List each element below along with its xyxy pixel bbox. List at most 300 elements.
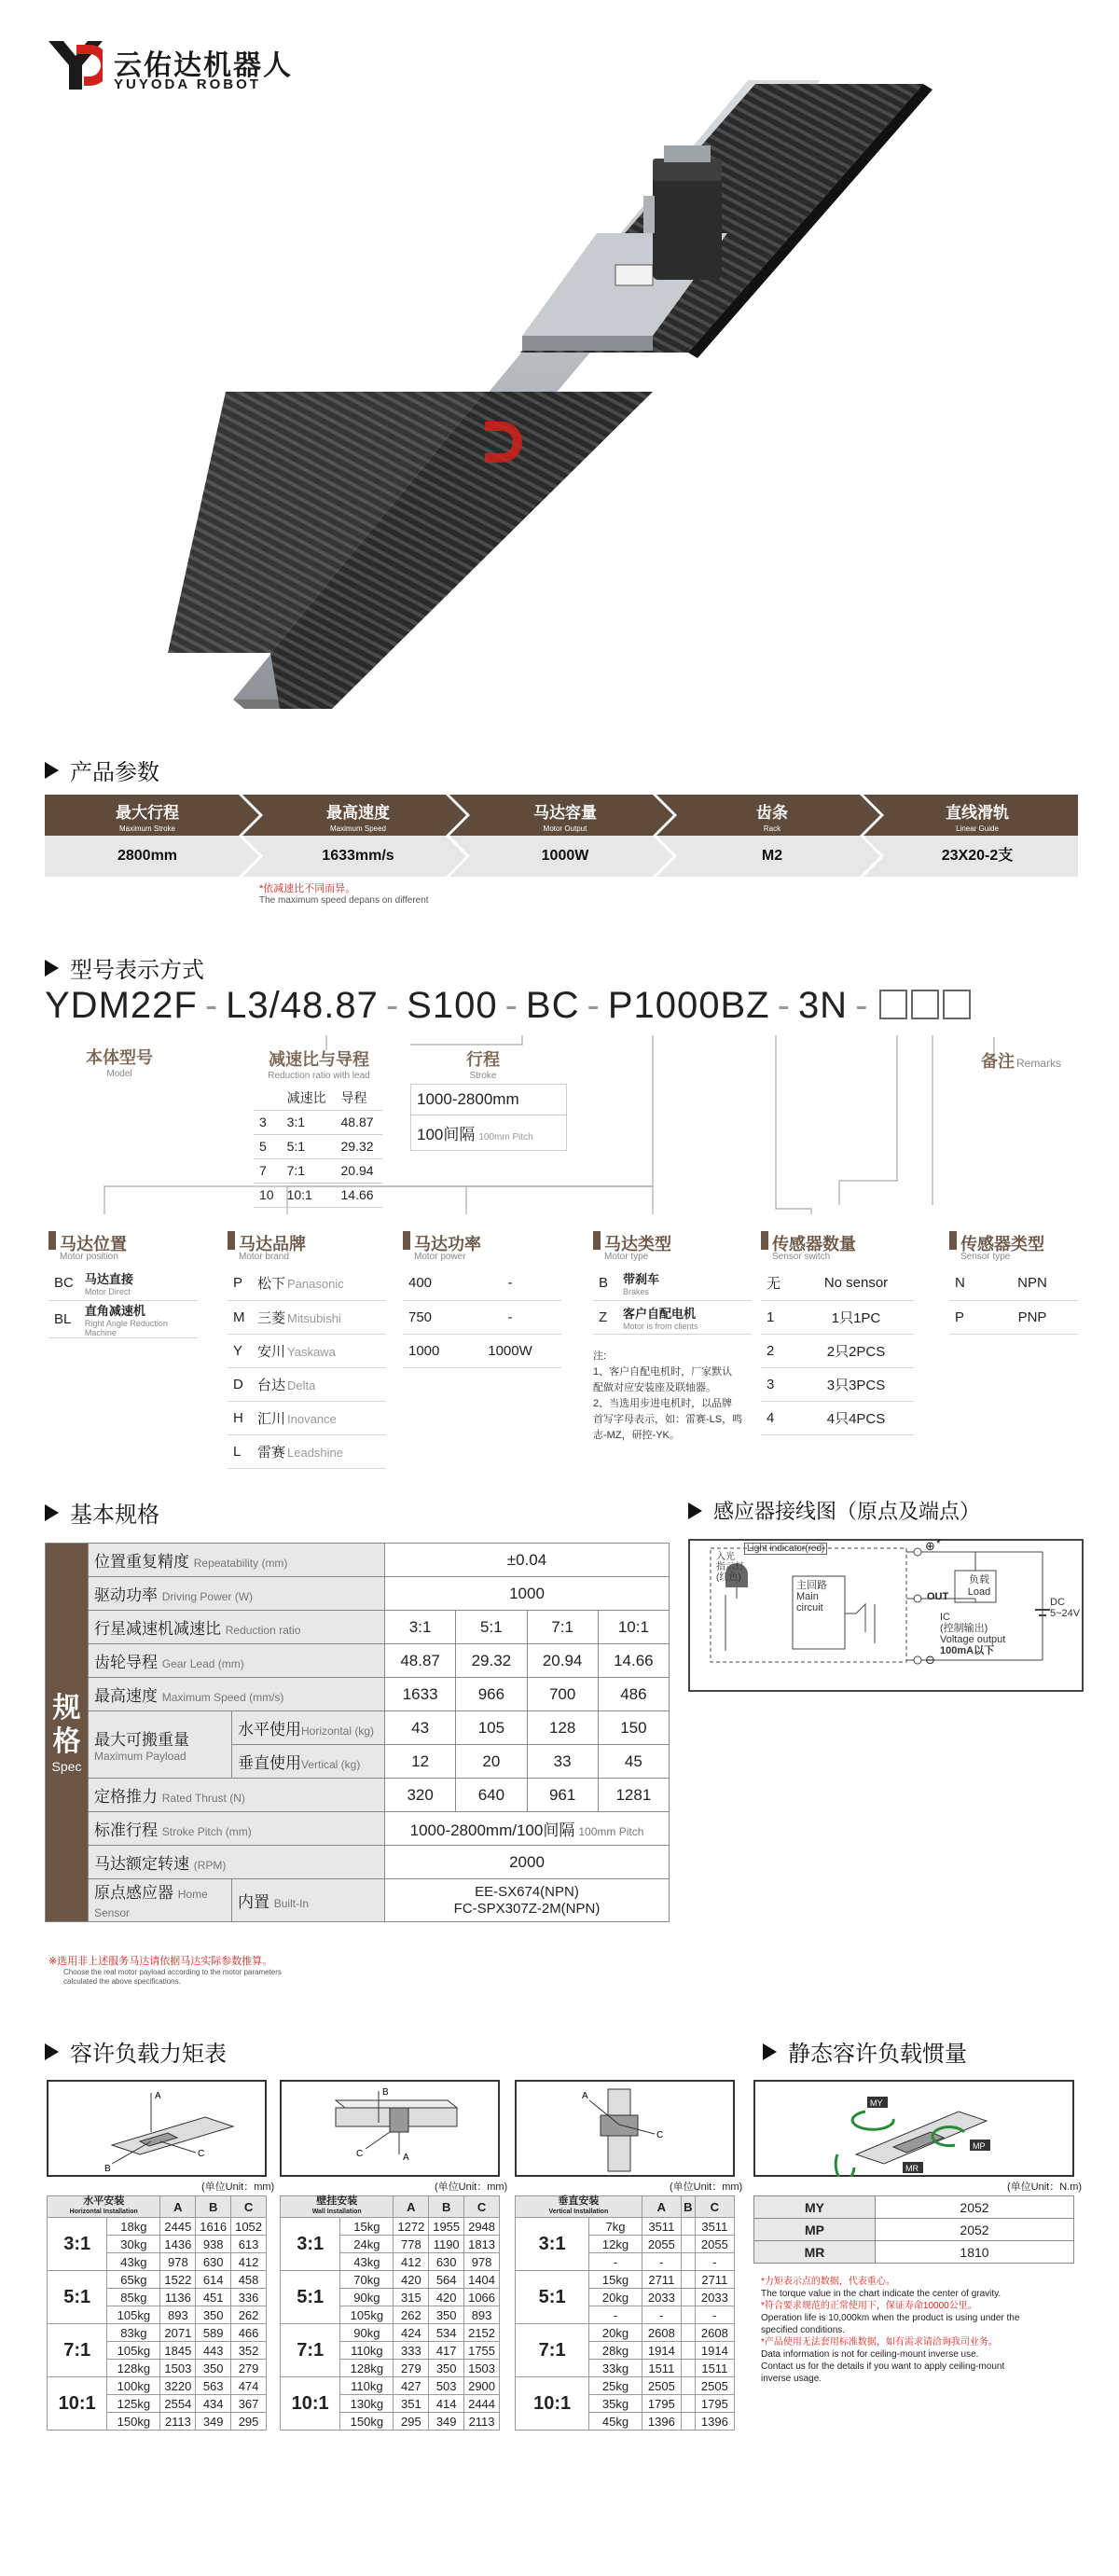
item-cn: 带刹车 — [623, 1272, 660, 1287]
item-en: Delta — [287, 1378, 316, 1392]
list-item — [593, 1300, 752, 1334]
cell: 10:1 — [282, 1183, 336, 1207]
plus-icon: ⊕ — [925, 1539, 935, 1553]
param-label-en: Rack — [763, 824, 781, 833]
cell: 315 — [394, 2289, 429, 2306]
label-stroke — [466, 1046, 500, 1081]
list-item — [228, 1434, 386, 1468]
list-item — [761, 1267, 914, 1300]
item-en: Motor Direct — [84, 1287, 131, 1297]
list-item — [761, 1367, 914, 1401]
wiring-text: 指示灯 — [716, 1562, 744, 1572]
cell: 150kg — [107, 2413, 160, 2431]
wiring-main — [796, 1580, 827, 1613]
cell: FC-SPX307Z-2M(NPN) — [453, 1900, 601, 1917]
ratio-cell: 5:1 — [48, 2271, 107, 2324]
note-line: inverse usage. — [761, 2374, 822, 2384]
cell: 978 — [160, 2253, 196, 2271]
svg-text:C: C — [198, 2149, 205, 2159]
item-code: Y — [228, 1334, 252, 1367]
list-item — [228, 1401, 386, 1434]
cell: 412 — [394, 2253, 429, 2271]
table-row — [754, 2241, 1074, 2264]
cell: 70kg — [340, 2271, 394, 2289]
cell: 1404 — [464, 2271, 500, 2289]
note-line: 注: — [593, 1350, 607, 1362]
cell: 3511 — [695, 2218, 734, 2236]
section-title-model — [45, 951, 204, 984]
cat-sensor-qty-list — [761, 1267, 914, 1435]
ratio-cell: 5:1 — [516, 2271, 589, 2324]
item-cn: 汇川 — [257, 1410, 286, 1427]
param-label: 齿条 — [756, 804, 788, 822]
col-header: 导程 — [336, 1086, 383, 1110]
cell: 29.32 — [456, 1644, 527, 1678]
cell: 48.87 — [385, 1644, 456, 1678]
item-code: 750 — [403, 1300, 459, 1334]
cell: 130kg — [340, 2395, 394, 2413]
col-header: 垂直安装 — [558, 2195, 600, 2207]
table-header — [254, 1086, 382, 1110]
cell: 105 — [456, 1711, 527, 1745]
cell: 33kg — [589, 2360, 642, 2377]
item-code: B — [593, 1267, 617, 1300]
wiring-text: 负载 — [969, 1574, 989, 1586]
list-item — [48, 1300, 198, 1337]
cell: 20 — [456, 1745, 527, 1779]
svg-text:A: A — [582, 2091, 588, 2101]
col-header: B — [429, 2196, 464, 2218]
svg-text:MR: MR — [905, 2164, 919, 2173]
unit-label: (单位Unit：mm) — [435, 2181, 508, 2193]
item-value: 1只1PC — [798, 1300, 914, 1334]
cell: 45kg — [589, 2413, 642, 2431]
cell: 1616 — [196, 2218, 231, 2236]
wiring-text: 主回路 — [796, 1580, 827, 1591]
cell: 10:1 — [598, 1611, 669, 1644]
item-cn: 安川 — [257, 1343, 286, 1360]
item-code: 无 — [761, 1267, 798, 1300]
cell: 351 — [394, 2395, 429, 2413]
cell: 503 — [429, 2377, 464, 2395]
cell: 33 — [527, 1745, 598, 1779]
unit-label: (单位Unit：mm) — [201, 2181, 275, 2193]
brand-name-en: YUYODA ROBOT — [114, 76, 261, 92]
table-row — [516, 2218, 735, 2236]
cell: 2505 — [695, 2377, 734, 2395]
cell: 2444 — [464, 2395, 500, 2413]
cell: 18kg — [107, 2218, 160, 2236]
cell: 105kg — [107, 2306, 160, 2324]
note-line: *力矩表示点的数据，代表重心。 — [761, 2277, 895, 2287]
cell: 1795 — [642, 2395, 681, 2413]
arrow-icon — [45, 1504, 59, 1521]
list-item — [228, 1334, 386, 1367]
category-bar — [593, 1231, 601, 1250]
cell: 420 — [429, 2289, 464, 2306]
cat-position-list — [48, 1267, 198, 1338]
list-item — [403, 1334, 561, 1367]
col-header: 水平安装 — [83, 2195, 125, 2207]
param-speed — [256, 795, 461, 877]
wiring-load — [960, 1574, 998, 1599]
note-line: 1、客户自配电机时，厂家默认 — [593, 1366, 733, 1378]
cell: 350 — [429, 2306, 464, 2324]
cell: 564 — [429, 2271, 464, 2289]
cell: 350 — [429, 2360, 464, 2377]
svg-text:C: C — [356, 2149, 364, 2159]
cell: 961 — [527, 1779, 598, 1812]
cell: 589 — [196, 2324, 231, 2342]
note-line: *产品使用无法套用标准数据，如有需求请洽询我司业务。 — [761, 2337, 998, 2347]
item-code: Z — [593, 1300, 617, 1334]
cell — [681, 2271, 695, 2289]
note-line: Data information is not for ceiling-mount inverse use. — [761, 2349, 979, 2360]
cell: - — [695, 2306, 734, 2324]
item-cn: 松下 — [257, 1276, 286, 1293]
item-code: H — [228, 1401, 252, 1434]
table-row — [516, 2324, 735, 2342]
cell: 90kg — [340, 2324, 394, 2342]
item-cn: 三菱 — [257, 1309, 286, 1326]
cat-brand-en: Motor brand — [239, 1252, 289, 1262]
col-header: A — [642, 2196, 681, 2218]
wiring-text: 入光 — [716, 1552, 735, 1562]
cell: 2033 — [695, 2289, 734, 2306]
col-header: C — [231, 2196, 267, 2218]
cell: 2900 — [464, 2377, 500, 2395]
cell: 630 — [429, 2253, 464, 2271]
param-value: 23X20-2支 — [941, 848, 1014, 864]
col-header: A — [160, 2196, 196, 2218]
cell — [681, 2306, 695, 2324]
code-part-reduction: L3/48.87 — [226, 985, 379, 1026]
cat-type-list — [593, 1267, 752, 1335]
cat-sensor-qty-en: Sensor switch — [772, 1252, 831, 1262]
note-line: 志-MZ，研控-YK。 — [593, 1430, 680, 1441]
table-horizontal — [47, 2195, 267, 2431]
svg-text:MP: MP — [973, 2141, 986, 2151]
cell: 15kg — [589, 2271, 642, 2289]
code-part-sensor: 3N — [797, 985, 849, 1026]
cat-power-list — [403, 1267, 561, 1368]
cell: 83kg — [107, 2324, 160, 2342]
cell-en: 100mm Pitch — [578, 1825, 644, 1838]
label-en: Remarks — [1016, 1057, 1062, 1070]
cell: 35kg — [589, 2395, 642, 2413]
params-note: *依减速比不同而异。 — [259, 883, 356, 894]
code-part-stroke: S100 — [407, 985, 498, 1026]
col-header: 壁挂安装 — [316, 2195, 358, 2207]
spec-row-payload-h — [46, 1711, 670, 1745]
cell: 1914 — [642, 2342, 681, 2360]
item-code: P — [949, 1300, 987, 1334]
cell: 1436 — [160, 2236, 196, 2253]
row-sublabel: 水平使用 — [238, 1721, 301, 1738]
item-code: N — [949, 1267, 987, 1300]
table-wall — [280, 2195, 500, 2431]
cell: 1845 — [160, 2342, 196, 2360]
cat-type-en: Motor type — [604, 1252, 649, 1262]
cell: 3511 — [642, 2218, 681, 2236]
cat-sensor-type-en: Sensor type — [960, 1252, 1011, 1262]
row-label-en: Maximum Payload — [94, 1750, 186, 1763]
row-sublabel: 内置 — [238, 1893, 269, 1911]
row-sublabel-en: Horizontal (kg) — [301, 1724, 375, 1738]
spec-row-rpm — [46, 1846, 670, 1879]
row-label: 驱动功率 — [94, 1586, 158, 1604]
table-vertical — [515, 2195, 735, 2431]
item-value: NPN — [987, 1267, 1078, 1300]
spec-row-speed — [46, 1678, 670, 1711]
cell: ±0.04 — [385, 1544, 670, 1577]
diagram-vertical — [515, 2080, 735, 2177]
cell: 1190 — [429, 2236, 464, 2253]
spec-row-ratio — [46, 1611, 670, 1644]
note-line: 首写字母表示，如：雷赛-LS，鸣 — [593, 1414, 743, 1425]
cell: 352 — [231, 2342, 267, 2360]
row-label-en: Home Sensor — [94, 1888, 208, 1919]
cell: 893 — [160, 2306, 196, 2324]
list-item — [949, 1300, 1078, 1334]
cell: 110kg — [340, 2342, 394, 2360]
item-en: Leadshine — [287, 1445, 344, 1460]
code-part-model: YDM22F — [45, 985, 198, 1026]
svg-text:C: C — [656, 2130, 664, 2140]
diagram-static-moment — [753, 2080, 1074, 2177]
item-code: 400 — [403, 1267, 459, 1300]
cell — [681, 2377, 695, 2395]
svg-text:A: A — [155, 2091, 161, 2101]
stroke-box — [410, 1084, 567, 1151]
item-code: 2 — [761, 1334, 798, 1367]
wiring-text: 100mA以下 — [940, 1645, 995, 1656]
cell: 24kg — [340, 2236, 394, 2253]
cell: 2152 — [464, 2324, 500, 2342]
cell: 279 — [394, 2360, 429, 2377]
label-remarks — [981, 1048, 1061, 1073]
item-en: Brakes — [623, 1287, 650, 1297]
wiring-text: 5~24V — [1050, 1608, 1081, 1619]
table-row — [254, 1110, 382, 1134]
list-item — [48, 1267, 198, 1300]
wiring-out: OUT — [927, 1591, 949, 1602]
stroke-pitch-en: 100mm Pitch — [478, 1132, 533, 1143]
cell: 1396 — [642, 2413, 681, 2431]
cell: - — [642, 2253, 681, 2271]
cell: 443 — [196, 2342, 231, 2360]
unit-label: (单位Unit：mm) — [670, 2181, 743, 2193]
reduction-table — [254, 1086, 382, 1208]
cell: 1511 — [695, 2360, 734, 2377]
label-cn: 减速比与导程 — [269, 1050, 369, 1069]
row-sublabel-en: Built-In — [273, 1897, 310, 1910]
cell: 778 — [394, 2236, 429, 2253]
note-line: The torque value in the chart indicate the center of gravity. — [761, 2289, 1002, 2299]
item-cn: 台达 — [257, 1377, 286, 1393]
cell: 105kg — [107, 2342, 160, 2360]
ratio-cell: 3:1 — [48, 2218, 107, 2271]
cell: 367 — [231, 2395, 267, 2413]
cell: 1914 — [695, 2342, 734, 2360]
cell: 458 — [231, 2271, 267, 2289]
cell: 2711 — [695, 2271, 734, 2289]
cell: 1633 — [385, 1678, 456, 1711]
param-label-en: Maximum Speed — [329, 824, 387, 833]
col-header: C — [695, 2196, 734, 2218]
wiring-light-en: Light indicator(red) — [744, 1543, 827, 1555]
brand-name: 云佑达机器人 — [114, 50, 293, 81]
wiring-text: (控制输出) — [940, 1623, 988, 1634]
list-item — [761, 1334, 914, 1367]
cell: 20.94 — [336, 1158, 383, 1183]
cell: 2052 — [876, 2219, 1074, 2241]
item-code: 1000 — [403, 1334, 459, 1367]
cell: - — [642, 2306, 681, 2324]
ratio-cell: 10:1 — [48, 2377, 107, 2431]
list-item — [761, 1300, 914, 1334]
item-cn: 雷赛 — [257, 1444, 286, 1461]
stroke-range: 1000-2800mm — [411, 1085, 566, 1115]
cell: 2505 — [642, 2377, 681, 2395]
unit-label: (单位Unit：N.m) — [1007, 2181, 1083, 2193]
product-image — [0, 56, 1119, 709]
list-item — [593, 1267, 752, 1300]
note-line: 配做对应安装座及联轴器。 — [593, 1382, 716, 1393]
row-label: 原点感应器 — [94, 1884, 173, 1902]
row-label-en: Gear Lead (mm) — [161, 1657, 244, 1670]
table-row — [516, 2271, 735, 2289]
minus-icon: ⊖ — [925, 1653, 935, 1667]
cat-power-en: Motor power — [414, 1252, 466, 1262]
cell: 424 — [394, 2324, 429, 2342]
cell: 427 — [394, 2377, 429, 2395]
spec-row-power — [46, 1577, 670, 1611]
cat-power-title: 马达功率 — [414, 1235, 481, 1253]
cell: 25kg — [589, 2377, 642, 2395]
cell: 630 — [196, 2253, 231, 2271]
cell: 451 — [196, 2289, 231, 2306]
item-code: P — [228, 1267, 252, 1300]
section-title-params — [45, 754, 159, 786]
label-en: Stroke — [469, 1071, 497, 1081]
cat-brand-list — [228, 1267, 386, 1469]
ratio-cell: 7:1 — [48, 2324, 107, 2377]
item-en: Right Angle Reduction Machine — [84, 1318, 168, 1337]
cell: 336 — [231, 2289, 267, 2306]
ratio-cell: 10:1 — [516, 2377, 589, 2431]
row-label: 定格推力 — [94, 1788, 158, 1806]
cat-type-title: 马达类型 — [604, 1235, 671, 1253]
row-label-en: Repeatability (mm) — [193, 1557, 288, 1570]
cell: 349 — [196, 2413, 231, 2431]
col-header: B — [681, 2196, 695, 2218]
wiring-star: * — [936, 1537, 941, 1550]
wiring-text: Voltage output — [940, 1634, 1006, 1645]
cell: 614 — [196, 2271, 231, 2289]
col-header-en: Vertical Installation — [548, 2209, 609, 2215]
cell: 640 — [456, 1779, 527, 1812]
wiring-light — [716, 1552, 744, 1583]
col-header: B — [196, 2196, 231, 2218]
col-header: C — [464, 2196, 500, 2218]
cell: 128 — [527, 1711, 598, 1745]
cell: 474 — [231, 2377, 267, 2395]
cell: 349 — [429, 2413, 464, 2431]
label-cn: 本体型号 — [86, 1048, 153, 1067]
arrow-icon — [45, 960, 59, 976]
cell: MY — [754, 2196, 876, 2219]
cell: 420 — [394, 2271, 429, 2289]
cat-sensor-type-list — [949, 1267, 1078, 1335]
item-cn: 直角减速机 — [84, 1303, 145, 1318]
cell: 2033 — [642, 2289, 681, 2306]
row-label: 齿轮导程 — [94, 1654, 158, 1671]
cell: 1052 — [231, 2218, 267, 2236]
table-row — [48, 2218, 267, 2236]
cell: 150kg — [340, 2413, 394, 2431]
item-value: No sensor — [798, 1267, 914, 1300]
code-part-position: BC — [525, 985, 580, 1026]
section-label: 容许负载力矩表 — [70, 2042, 227, 2067]
cell: 5:1 — [456, 1611, 527, 1644]
motor-type-note — [593, 1349, 752, 1444]
cell: 5 — [254, 1134, 282, 1158]
cell: 466 — [231, 2324, 267, 2342]
col-header: 减速比 — [282, 1086, 336, 1110]
table-header — [516, 2196, 735, 2218]
list-item — [228, 1267, 386, 1300]
param-stroke — [45, 795, 250, 877]
category-bar — [949, 1231, 957, 1250]
col-header: A — [394, 2196, 429, 2218]
table-row — [281, 2271, 500, 2289]
cell: 2000 — [385, 1846, 670, 1879]
svg-text:B: B — [104, 2164, 111, 2174]
cell: 110kg — [340, 2377, 394, 2395]
wiring-text: Main — [796, 1591, 819, 1602]
label-cn: 行程 — [466, 1050, 500, 1069]
arrow-icon — [45, 762, 59, 779]
cell: 279 — [231, 2360, 267, 2377]
cell: 15kg — [340, 2218, 394, 2236]
ratio-cell: 7:1 — [281, 2324, 340, 2377]
item-code: 3 — [761, 1367, 798, 1401]
cell: 7:1 — [282, 1158, 336, 1183]
cell: 1066 — [464, 2289, 500, 2306]
note-line: Operation life is 10,000km when the product is using under the — [761, 2313, 1020, 2323]
spec-side — [46, 1544, 89, 1922]
row-label: 最大可搬重量 — [94, 1731, 189, 1749]
cell: 1522 — [160, 2271, 196, 2289]
cell: 12 — [385, 1745, 456, 1779]
cell: 2608 — [695, 2324, 734, 2342]
cell — [681, 2324, 695, 2342]
cell: 350 — [196, 2306, 231, 2324]
col-header-en: Wall Installation — [311, 2209, 362, 2215]
list-item — [403, 1267, 561, 1300]
row-label-en: Rated Thrust (N) — [161, 1792, 245, 1805]
cell: 434 — [196, 2395, 231, 2413]
cell: - — [589, 2306, 642, 2324]
arrow-icon — [763, 2043, 777, 2060]
table-row — [281, 2377, 500, 2395]
cell — [681, 2342, 695, 2360]
section-title-sensor — [688, 1496, 980, 1525]
cell: - — [695, 2253, 734, 2271]
row-label-en: Reduction ratio — [225, 1624, 301, 1637]
cell: 1955 — [429, 2218, 464, 2236]
